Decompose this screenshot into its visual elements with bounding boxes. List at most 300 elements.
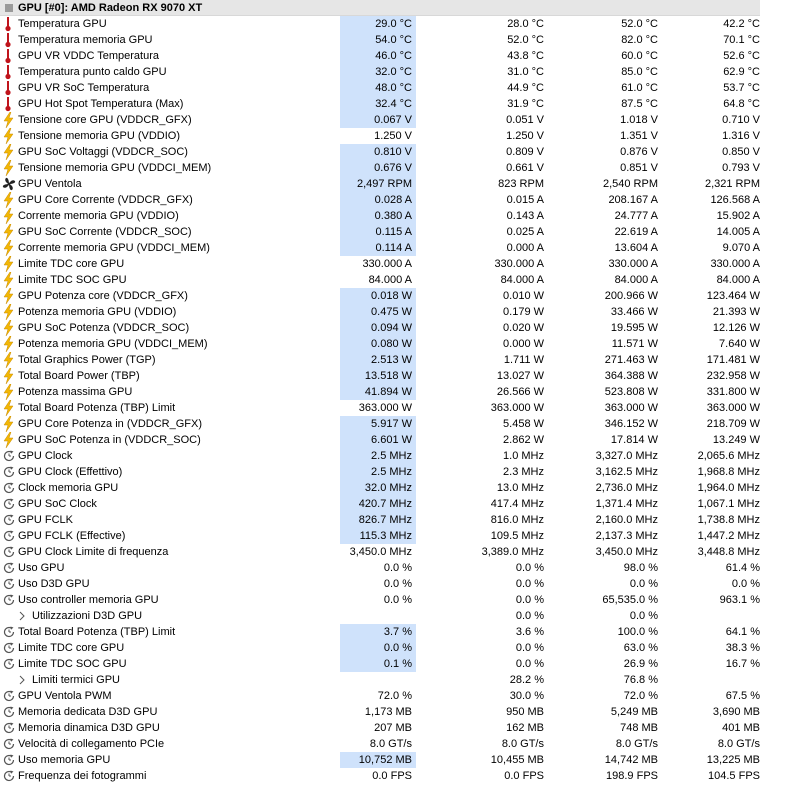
average-value: 61.4 %: [725, 562, 760, 574]
sensor-name: Total Board Potenza (TBP) Limit: [18, 402, 176, 414]
sensor-row[interactable]: [0, 400, 760, 416]
sensor-name: Limite TDC core GPU: [18, 642, 125, 654]
average-value: 38.3 %: [725, 642, 760, 654]
sensor-name: Memoria dinamica D3D GPU: [18, 722, 160, 734]
average-value: 13.249 W: [712, 434, 760, 446]
current-value: 5.917 W: [340, 416, 416, 432]
maximum-value: 13.604 A: [614, 242, 658, 254]
average-value: 401 MB: [722, 722, 760, 734]
current-value: 0.0 FPS: [372, 770, 412, 782]
maximum-value: 100.0 %: [617, 626, 658, 638]
maximum-value: 1,371.4 MHz: [595, 498, 658, 510]
maximum-value: 2,160.0 MHz: [595, 514, 658, 526]
sensor-row[interactable]: [0, 256, 760, 272]
minimum-value: 3.6 %: [515, 626, 544, 638]
maximum-value: 52.0 °C: [621, 18, 658, 30]
sensor-row[interactable]: [0, 272, 760, 288]
clock-icon: [2, 704, 16, 720]
maximum-value: 60.0 °C: [621, 50, 658, 62]
clock-icon: [2, 720, 16, 736]
sensor-row[interactable]: [0, 96, 760, 112]
current-value: 330.000 A: [362, 258, 412, 270]
average-value: 9.070 A: [722, 242, 760, 254]
sensor-row[interactable]: [0, 768, 760, 784]
maximum-value: 0.876 V: [620, 146, 658, 158]
current-value: 10,752 MB: [340, 752, 416, 768]
minimum-value: 0.179 W: [503, 306, 544, 318]
sensor-name: GPU SoC Voltaggi (VDDCR_SOC): [18, 146, 188, 158]
sensor-row[interactable]: [0, 288, 760, 304]
average-value: 0.793 V: [722, 162, 760, 174]
current-value: 48.0 °C: [340, 80, 416, 96]
minimum-value: 0.000 A: [506, 242, 544, 254]
clock-icon: [2, 592, 16, 608]
current-value: 207 MB: [374, 722, 412, 734]
minimum-value: 2.3 MHz: [503, 466, 544, 478]
minimum-value: 330.000 A: [494, 258, 544, 270]
average-value: 0.0 %: [731, 578, 760, 590]
minimum-value: 0.025 A: [506, 226, 544, 238]
average-value: 3,690 MB: [712, 706, 760, 718]
average-value: 12.126 W: [712, 322, 760, 334]
maximum-value: 3,162.5 MHz: [595, 466, 658, 478]
minimum-value: 0.143 A: [506, 210, 544, 222]
current-value: 54.0 °C: [340, 32, 416, 48]
current-value: 1.250 V: [374, 130, 412, 142]
maximum-value: 1.351 V: [620, 130, 658, 142]
average-value: 126.568 A: [710, 194, 760, 206]
sensor-row[interactable]: [0, 48, 760, 64]
sensor-name: GPU Hot Spot Temperatura (Max): [18, 98, 184, 110]
maximum-value: 8.0 GT/s: [615, 738, 658, 750]
minimum-value: 363.000 W: [490, 402, 544, 414]
current-value: 0.018 W: [340, 288, 416, 304]
lightning-bolt-icon: [2, 368, 16, 384]
current-value: 0.0 %: [383, 562, 412, 574]
sensor-name: Tensione memoria GPU (VDDIO): [18, 130, 180, 142]
maximum-value: 63.0 %: [623, 642, 658, 654]
sensor-name: Temperatura GPU: [18, 18, 107, 30]
maximum-value: 76.8 %: [623, 674, 658, 686]
minimum-value: 816.0 MHz: [490, 514, 544, 526]
sensor-name: Limite TDC SOC GPU: [18, 658, 127, 670]
minimum-value: 950 MB: [506, 706, 544, 718]
lightning-bolt-icon: [2, 384, 16, 400]
current-value: 0.810 V: [340, 144, 416, 160]
average-value: 1,067.1 MHz: [697, 498, 760, 510]
average-value: 84.000 A: [716, 274, 760, 286]
current-value: 2,497 RPM: [340, 176, 416, 192]
sensor-name: Utilizzazioni D3D GPU: [32, 610, 143, 622]
sensor-row[interactable]: [0, 592, 760, 608]
sensor-name: Potenza massima GPU: [18, 386, 133, 398]
lightning-bolt-icon: [2, 208, 16, 224]
maximum-value: 26.9 %: [623, 658, 658, 670]
sensor-name: Uso controller memoria GPU: [18, 594, 159, 606]
sensor-row[interactable]: [0, 368, 760, 384]
clock-icon: [2, 528, 16, 544]
average-value: 8.0 GT/s: [717, 738, 760, 750]
sensor-row[interactable]: [0, 336, 760, 352]
sensor-name: Corrente memoria GPU (VDDIO): [18, 210, 179, 222]
clock-icon: [2, 688, 16, 704]
clock-icon: [2, 512, 16, 528]
sensor-name: GPU SoC Potenza in (VDDCR_SOC): [18, 434, 201, 446]
sensor-name: GPU Ventola: [18, 178, 82, 190]
clock-icon: [2, 640, 16, 656]
sensor-row[interactable]: [0, 512, 760, 528]
sensor-row[interactable]: [0, 752, 760, 768]
sensor-row[interactable]: [0, 560, 760, 576]
maximum-value: 61.0 °C: [621, 82, 658, 94]
current-value: 0.475 W: [340, 304, 416, 320]
minimum-value: 417.4 MHz: [490, 498, 544, 510]
sensor-row[interactable]: [0, 496, 760, 512]
average-value: 13,225 MB: [706, 754, 760, 766]
average-value: 7.640 W: [719, 338, 760, 350]
current-value: 3,450.0 MHz: [349, 546, 412, 558]
minimum-value: 1.0 MHz: [503, 450, 544, 462]
sensor-name: Potenza memoria GPU (VDDCI_MEM): [18, 338, 208, 350]
average-value: 123.464 W: [706, 290, 760, 302]
sensor-row[interactable]: [0, 528, 760, 544]
maximum-value: 2,540 RPM: [602, 178, 658, 190]
minimum-value: 10,455 MB: [490, 754, 544, 766]
maximum-value: 0.851 V: [620, 162, 658, 174]
current-value: 41.894 W: [340, 384, 416, 400]
minimum-value: 109.5 MHz: [490, 530, 544, 542]
average-value: 0.710 V: [722, 114, 760, 126]
sensor-name: Velocità di collegamento PCIe: [18, 738, 165, 750]
current-value: 115.3 MHz: [340, 528, 416, 544]
maximum-value: 363.000 W: [604, 402, 658, 414]
maximum-value: 72.0 %: [623, 690, 658, 702]
clock-icon: [2, 496, 16, 512]
sensor-name: Limite TDC core GPU: [18, 258, 125, 270]
sensor-name: Temperatura memoria GPU: [18, 34, 153, 46]
chevron-right-icon[interactable]: [16, 608, 30, 624]
maximum-value: 33.466 W: [610, 306, 658, 318]
minimum-value: 0.051 V: [506, 114, 544, 126]
maximum-value: 2,137.3 MHz: [595, 530, 658, 542]
maximum-value: 748 MB: [620, 722, 658, 734]
current-value: 0.380 A: [340, 208, 416, 224]
minimum-value: 3,389.0 MHz: [481, 546, 544, 558]
sensor-row[interactable]: [0, 176, 760, 192]
maximum-value: 0.0 %: [629, 578, 658, 590]
minimum-value: 5.458 W: [503, 418, 544, 430]
current-value: 8.0 GT/s: [369, 738, 412, 750]
maximum-value: 523.808 W: [604, 386, 658, 398]
average-value: 67.5 %: [725, 690, 760, 702]
current-value: 84.000 A: [368, 274, 412, 286]
current-value: 0.0 %: [383, 594, 412, 606]
thermometer-icon: [2, 64, 16, 80]
current-value: 6.601 W: [340, 432, 416, 448]
clock-icon: [2, 736, 16, 752]
sensor-name: Clock memoria GPU: [18, 482, 119, 494]
current-value: 0.0 %: [383, 578, 412, 590]
sensor-row[interactable]: [0, 112, 760, 128]
lightning-bolt-icon: [2, 144, 16, 160]
sensor-row[interactable]: [0, 480, 760, 496]
average-value: 62.9 °C: [723, 66, 760, 78]
current-value: 13.518 W: [340, 368, 416, 384]
sensor-row[interactable]: [0, 704, 760, 720]
lightning-bolt-icon: [2, 416, 16, 432]
maximum-value: 364.388 W: [604, 370, 658, 382]
sensor-row[interactable]: [0, 736, 760, 752]
fan-icon: [2, 176, 16, 192]
average-value: 1,968.8 MHz: [697, 466, 760, 478]
lightning-bolt-icon: [2, 336, 16, 352]
lightning-bolt-icon: [2, 304, 16, 320]
thermometer-icon: [2, 16, 16, 32]
sensor-row[interactable]: [0, 320, 760, 336]
minimum-value: 13.027 W: [496, 370, 544, 382]
group-title: GPU [#0]: AMD Radeon RX 9070 XT: [18, 2, 203, 14]
sensor-row[interactable]: [0, 16, 760, 32]
sensor-name: Corrente memoria GPU (VDDCI_MEM): [18, 242, 210, 254]
sensor-row[interactable]: [0, 576, 760, 592]
sensor-name: Limiti termici GPU: [32, 674, 121, 686]
maximum-value: 17.814 W: [610, 434, 658, 446]
current-value: 0.094 W: [340, 320, 416, 336]
minimum-value: 43.8 °C: [507, 50, 544, 62]
minimum-value: 162 MB: [506, 722, 544, 734]
current-value: 29.0 °C: [340, 16, 416, 32]
thermometer-icon: [2, 32, 16, 48]
lightning-bolt-icon: [2, 224, 16, 240]
average-value: 1,738.8 MHz: [697, 514, 760, 526]
lightning-bolt-icon: [2, 160, 16, 176]
sensor-name: GPU FCLK: [18, 514, 74, 526]
average-value: 70.1 °C: [723, 34, 760, 46]
minimum-value: 0.0 %: [515, 658, 544, 670]
sensor-row[interactable]: [0, 80, 760, 96]
average-value: 1,447.2 MHz: [697, 530, 760, 542]
sensor-name: Potenza memoria GPU (VDDIO): [18, 306, 177, 318]
collapse-icon[interactable]: [5, 4, 13, 12]
maximum-value: 5,249 MB: [610, 706, 658, 718]
maximum-value: 19.595 W: [610, 322, 658, 334]
lightning-bolt-icon: [2, 272, 16, 288]
sensor-name: Temperatura punto caldo GPU: [18, 66, 167, 78]
minimum-value: 0.010 W: [503, 290, 544, 302]
sensor-name: Memoria dedicata D3D GPU: [18, 706, 158, 718]
minimum-value: 0.809 V: [506, 146, 544, 158]
average-value: 64.1 %: [725, 626, 760, 638]
sensor-row[interactable]: [0, 192, 760, 208]
sensor-name: Total Board Power (TBP): [18, 370, 140, 382]
sensor-row[interactable]: [0, 688, 760, 704]
maximum-value: 87.5 °C: [621, 98, 658, 110]
average-value: 15.902 A: [716, 210, 760, 222]
lightning-bolt-icon: [2, 128, 16, 144]
sensor-row[interactable]: [0, 64, 760, 80]
sensor-row[interactable]: [0, 224, 760, 240]
group-header[interactable]: [0, 0, 760, 16]
current-value: 0.114 A: [340, 240, 416, 256]
maximum-value: 85.0 °C: [621, 66, 658, 78]
average-value: 330.000 A: [710, 258, 760, 270]
maximum-value: 22.619 A: [614, 226, 658, 238]
lightning-bolt-icon: [2, 432, 16, 448]
current-value: 2.513 W: [340, 352, 416, 368]
sensor-name: Uso D3D GPU: [18, 578, 90, 590]
clock-icon: [2, 752, 16, 768]
sensor-row[interactable]: [0, 720, 760, 736]
lightning-bolt-icon: [2, 352, 16, 368]
sensor-row[interactable]: [0, 464, 760, 480]
current-value: [340, 608, 416, 624]
sensor-row[interactable]: [0, 304, 760, 320]
sensor-row[interactable]: [0, 544, 760, 560]
minimum-value: 44.9 °C: [507, 82, 544, 94]
average-value: 42.2 °C: [723, 18, 760, 30]
maximum-value: 346.152 W: [604, 418, 658, 430]
current-value: 0.1 %: [340, 656, 416, 672]
sensor-name: GPU SoC Clock: [18, 498, 97, 510]
minimum-value: 30.0 %: [509, 690, 544, 702]
maximum-value: 208.167 A: [608, 194, 658, 206]
current-value: 0.080 W: [340, 336, 416, 352]
clock-icon: [2, 544, 16, 560]
sensor-row[interactable]: [0, 624, 760, 640]
minimum-value: 52.0 °C: [507, 34, 544, 46]
lightning-bolt-icon: [2, 240, 16, 256]
minimum-value: 0.0 %: [515, 642, 544, 654]
sensor-row[interactable]: [0, 128, 760, 144]
thermometer-icon: [2, 80, 16, 96]
average-value: 2,321 RPM: [704, 178, 760, 190]
lightning-bolt-icon: [2, 320, 16, 336]
clock-icon: [2, 656, 16, 672]
sensor-row[interactable]: [0, 384, 760, 400]
current-value: 826.7 MHz: [340, 512, 416, 528]
sensor-row[interactable]: [0, 432, 760, 448]
current-value: 0.028 A: [340, 192, 416, 208]
current-value: 2.5 MHz: [340, 464, 416, 480]
chevron-right-icon[interactable]: [16, 672, 30, 688]
average-value: [660, 608, 760, 624]
current-value: 72.0 %: [377, 690, 412, 702]
average-value: 14.005 A: [716, 226, 760, 238]
sensor-row[interactable]: [0, 352, 760, 368]
sensor-row[interactable]: [0, 656, 760, 672]
clock-icon: [2, 560, 16, 576]
sensor-row[interactable]: [0, 640, 760, 656]
minimum-value: 13.0 MHz: [496, 482, 544, 494]
minimum-value: 0.0 %: [515, 594, 544, 606]
clock-icon: [2, 576, 16, 592]
minimum-value: 0.000 W: [503, 338, 544, 350]
average-value: 232.958 W: [706, 370, 760, 382]
minimum-value: 0.0 %: [515, 562, 544, 574]
current-value: 46.0 °C: [340, 48, 416, 64]
maximum-value: 1.018 V: [620, 114, 658, 126]
maximum-value: 198.9 FPS: [606, 770, 658, 782]
average-value: 171.481 W: [706, 354, 760, 366]
sensor-name: Tensione core GPU (VDDCR_GFX): [18, 114, 192, 126]
sensor-name: Uso memoria GPU: [18, 754, 111, 766]
lightning-bolt-icon: [2, 400, 16, 416]
maximum-value: 11.571 W: [611, 338, 658, 350]
average-value: 21.393 W: [712, 306, 760, 318]
maximum-value: 82.0 °C: [621, 34, 658, 46]
thermometer-icon: [2, 96, 16, 112]
sensor-name: Tensione memoria GPU (VDDCI_MEM): [18, 162, 212, 174]
minimum-value: 0.020 W: [503, 322, 544, 334]
clock-icon: [2, 480, 16, 496]
sensor-row[interactable]: [0, 672, 760, 688]
average-value: 52.6 °C: [723, 50, 760, 62]
sensor-row[interactable]: [0, 416, 760, 432]
sensor-row[interactable]: [0, 160, 760, 176]
sensor-row[interactable]: [0, 240, 760, 256]
average-value: 104.5 FPS: [708, 770, 760, 782]
average-value: 1,964.0 MHz: [697, 482, 760, 494]
lightning-bolt-icon: [2, 192, 16, 208]
average-value: 3,448.8 MHz: [697, 546, 760, 558]
average-value: 16.7 %: [725, 658, 760, 670]
minimum-value: 26.566 W: [496, 386, 544, 398]
sensor-name: GPU SoC Potenza (VDDCR_SOC): [18, 322, 190, 334]
maximum-value: 0.0 %: [629, 610, 658, 622]
sensor-row[interactable]: [0, 32, 760, 48]
thermometer-icon: [2, 48, 16, 64]
average-value: 53.7 °C: [723, 82, 760, 94]
average-value: 0.850 V: [722, 146, 760, 158]
sensor-name: GPU Potenza core (VDDCR_GFX): [18, 290, 188, 302]
sensor-name: GPU VR SoC Temperatura: [18, 82, 150, 94]
current-value: 32.4 °C: [340, 96, 416, 112]
clock-icon: [2, 768, 16, 784]
sensor-row[interactable]: [0, 448, 760, 464]
sensor-name: GPU Clock Limite di frequenza: [18, 546, 169, 558]
sensor-row[interactable]: [0, 608, 760, 624]
current-value: 32.0 °C: [340, 64, 416, 80]
sensor-name: GPU VR VDDC Temperatura: [18, 50, 160, 62]
current-value: 2.5 MHz: [340, 448, 416, 464]
average-value: 218.709 W: [706, 418, 760, 430]
minimum-value: 31.0 °C: [507, 66, 544, 78]
maximum-value: 65,535.0 %: [602, 594, 658, 606]
average-value: [660, 672, 760, 688]
lightning-bolt-icon: [2, 112, 16, 128]
maximum-value: 3,450.0 MHz: [595, 546, 658, 558]
minimum-value: 2.862 W: [503, 434, 544, 446]
minimum-value: 0.0 %: [515, 610, 544, 622]
minimum-value: 0.015 A: [506, 194, 544, 206]
clock-icon: [2, 464, 16, 480]
sensor-name: Frequenza dei fotogrammi: [18, 770, 147, 782]
sensor-row[interactable]: [0, 208, 760, 224]
current-value: 1,173 MB: [364, 706, 412, 718]
clock-icon: [2, 448, 16, 464]
maximum-value: 271.463 W: [604, 354, 658, 366]
minimum-value: 8.0 GT/s: [501, 738, 544, 750]
sensor-rows: [0, 16, 760, 784]
maximum-value: 330.000 A: [608, 258, 658, 270]
sensor-row[interactable]: [0, 144, 760, 160]
lightning-bolt-icon: [2, 256, 16, 272]
sensor-name: Limite TDC SOC GPU: [18, 274, 127, 286]
minimum-value: 1.711 W: [503, 354, 544, 366]
sensor-name: Total Board Potenza (TBP) Limit: [18, 626, 176, 638]
sensor-name: GPU SoC Corrente (VDDCR_SOC): [18, 226, 192, 238]
minimum-value: 0.0 %: [515, 578, 544, 590]
